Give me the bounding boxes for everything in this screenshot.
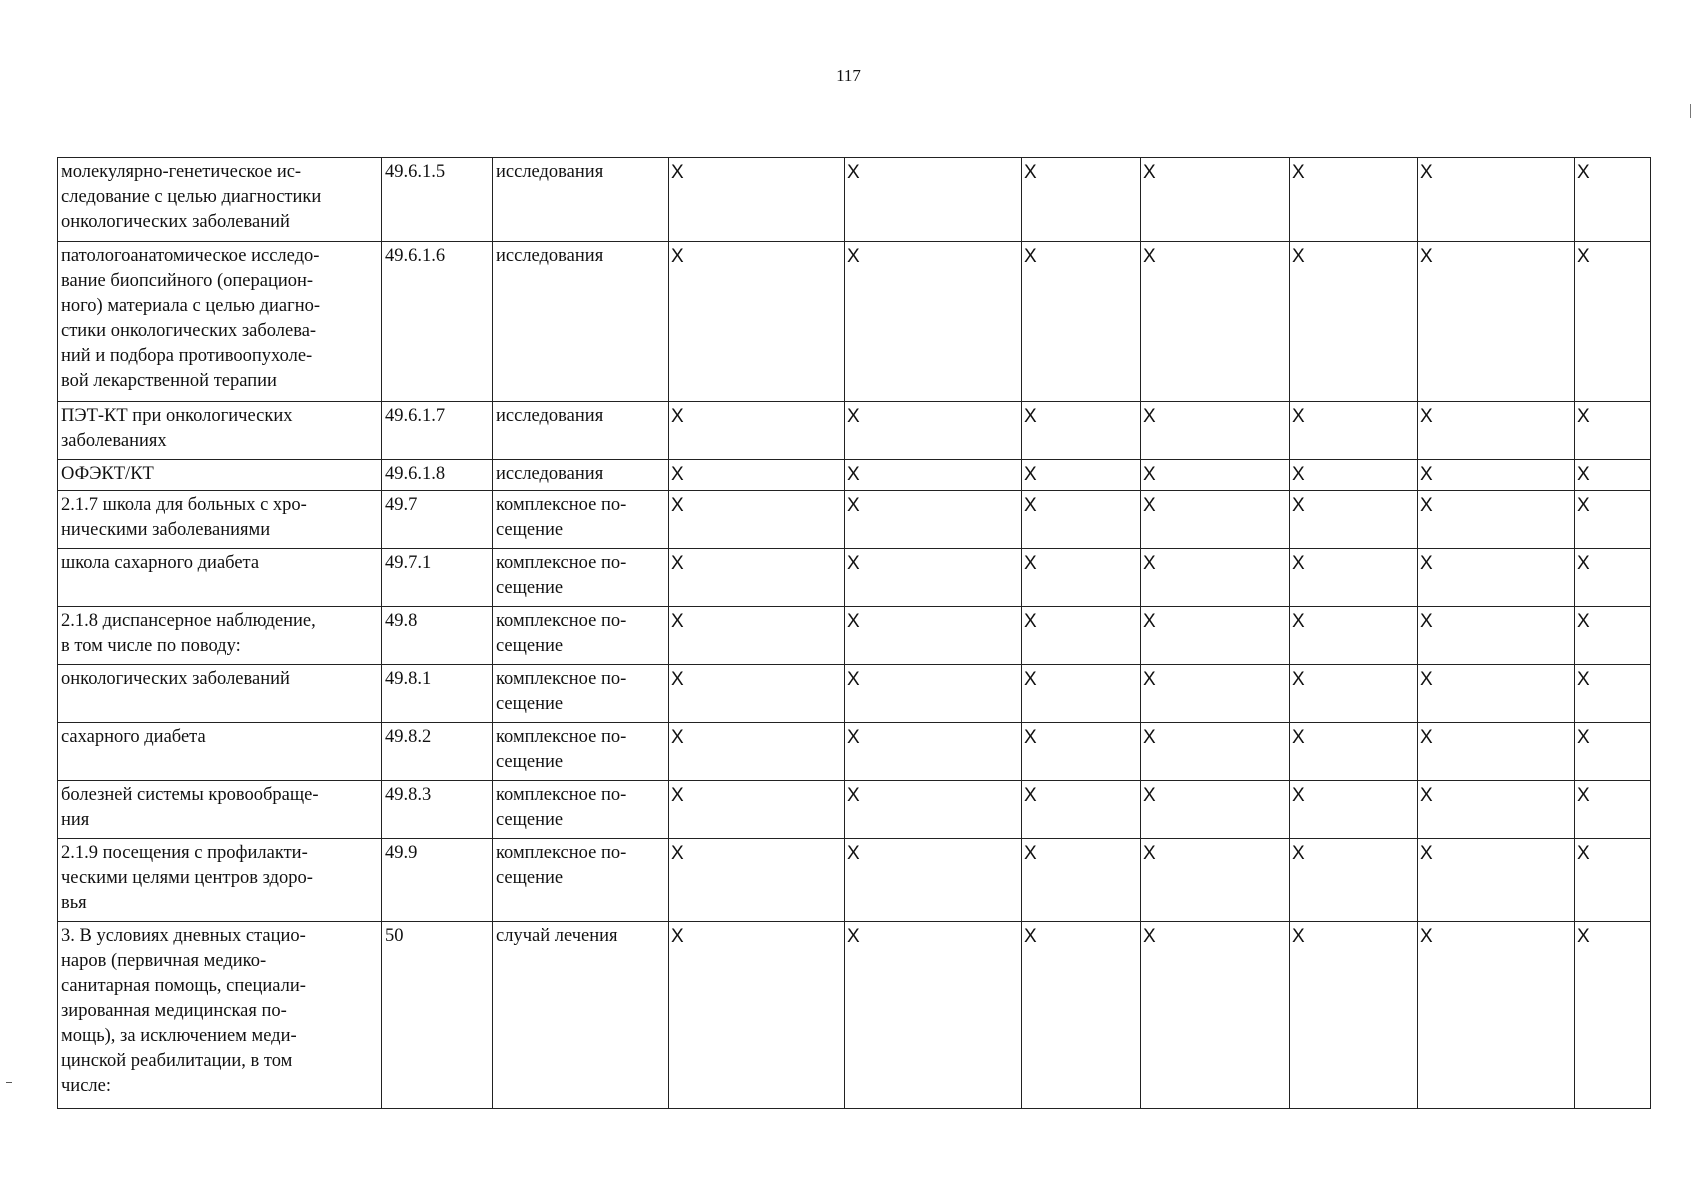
row-code-cell: 49.8 bbox=[382, 607, 493, 665]
row-mark-cell: X bbox=[669, 665, 845, 723]
row-mark-cell: X bbox=[845, 665, 1022, 723]
row-mark-cell: X bbox=[1290, 491, 1418, 549]
scan-stray-mark bbox=[6, 1082, 12, 1083]
row-mark-cell: X bbox=[1418, 922, 1575, 1109]
row-unit-cell: комплексное по- сещение bbox=[493, 491, 669, 549]
table-row bbox=[58, 460, 1651, 491]
table-row bbox=[58, 723, 1651, 781]
row-mark-cell: X bbox=[669, 839, 845, 922]
row-mark-cell: X bbox=[1290, 242, 1418, 402]
row-mark-cell: X bbox=[845, 839, 1022, 922]
row-mark-cell: X bbox=[845, 491, 1022, 549]
row-mark-cell: X bbox=[1418, 402, 1575, 460]
row-mark-cell: X bbox=[1575, 723, 1651, 781]
row-mark-cell: X bbox=[1575, 839, 1651, 922]
row-code-cell: 49.6.1.5 bbox=[382, 158, 493, 242]
table-row bbox=[58, 922, 1651, 1109]
row-mark-cell: X bbox=[1418, 158, 1575, 242]
row-mark-cell: X bbox=[1418, 781, 1575, 839]
row-mark-cell: X bbox=[845, 158, 1022, 242]
row-mark-cell: X bbox=[1575, 922, 1651, 1109]
row-mark-cell: X bbox=[669, 402, 845, 460]
row-mark-cell: X bbox=[1022, 460, 1141, 491]
row-code-cell: 50 bbox=[382, 922, 493, 1109]
table-row bbox=[58, 242, 1651, 402]
row-mark-cell: X bbox=[669, 607, 845, 665]
row-name-cell: 2.1.8 диспансерное наблюдение, в том числе по поводу: bbox=[58, 607, 382, 665]
row-code-cell: 49.7.1 bbox=[382, 549, 493, 607]
row-mark-cell: X bbox=[845, 723, 1022, 781]
row-name-cell: школа сахарного диабета bbox=[58, 549, 382, 607]
row-mark-cell: X bbox=[669, 922, 845, 1109]
row-mark-cell: X bbox=[1141, 781, 1290, 839]
row-mark-cell: X bbox=[1418, 242, 1575, 402]
row-unit-cell: исследования bbox=[493, 158, 669, 242]
row-mark-cell: X bbox=[1141, 491, 1290, 549]
indicators-table bbox=[57, 157, 1651, 1109]
row-unit-cell: комплексное по- сещение bbox=[493, 665, 669, 723]
row-mark-cell: X bbox=[845, 781, 1022, 839]
row-name-cell: 2.1.9 посещения с профилакти- ческими целями центров здоро- вья bbox=[58, 839, 382, 922]
row-mark-cell: X bbox=[845, 549, 1022, 607]
table-row bbox=[58, 665, 1651, 723]
row-mark-cell: X bbox=[1575, 549, 1651, 607]
table-body bbox=[58, 158, 1651, 1109]
row-unit-cell: случай лечения bbox=[493, 922, 669, 1109]
row-mark-cell: X bbox=[1575, 607, 1651, 665]
row-mark-cell: X bbox=[1022, 723, 1141, 781]
row-unit-cell: комплексное по- сещение bbox=[493, 781, 669, 839]
row-mark-cell: X bbox=[1575, 402, 1651, 460]
row-mark-cell: X bbox=[1022, 665, 1141, 723]
row-mark-cell: X bbox=[1290, 158, 1418, 242]
row-unit-cell: комплексное по- сещение bbox=[493, 839, 669, 922]
row-mark-cell: X bbox=[1290, 922, 1418, 1109]
row-mark-cell: X bbox=[1290, 460, 1418, 491]
scan-edge-mark bbox=[1690, 104, 1691, 118]
row-mark-cell: X bbox=[1290, 607, 1418, 665]
row-mark-cell: X bbox=[1022, 402, 1141, 460]
row-mark-cell: X bbox=[1575, 460, 1651, 491]
row-mark-cell: X bbox=[1141, 665, 1290, 723]
row-mark-cell: X bbox=[1141, 242, 1290, 402]
row-mark-cell: X bbox=[1290, 665, 1418, 723]
table-row bbox=[58, 839, 1651, 922]
row-mark-cell: X bbox=[845, 460, 1022, 491]
row-mark-cell: X bbox=[1418, 549, 1575, 607]
row-name-cell: ПЭТ-КТ при онкологических заболеваниях bbox=[58, 402, 382, 460]
table-row bbox=[58, 607, 1651, 665]
row-mark-cell: X bbox=[669, 781, 845, 839]
row-mark-cell: X bbox=[1022, 158, 1141, 242]
row-mark-cell: X bbox=[1022, 549, 1141, 607]
row-mark-cell: X bbox=[1022, 781, 1141, 839]
row-mark-cell: X bbox=[1022, 839, 1141, 922]
row-mark-cell: X bbox=[1575, 491, 1651, 549]
row-mark-cell: X bbox=[845, 242, 1022, 402]
table-row bbox=[58, 781, 1651, 839]
row-name-cell: 3. В условиях дневных стацио- наров (первичная медико- санитарная помощь, специали- зированная медицинская по- мощь), за исключением меди- цинской реабилитации, в том числе: bbox=[58, 922, 382, 1109]
row-name-cell: патологоанатомическое исследо- вание биопсийного (операцион- ного) материала с целью диагно- стики онкологических заболева- ний и подбора противоопухоле- вой лекарственной терапии bbox=[58, 242, 382, 402]
row-code-cell: 49.9 bbox=[382, 839, 493, 922]
row-code-cell: 49.6.1.6 bbox=[382, 242, 493, 402]
row-unit-cell: исследования bbox=[493, 402, 669, 460]
row-code-cell: 49.8.3 bbox=[382, 781, 493, 839]
row-unit-cell: комплексное по- сещение bbox=[493, 549, 669, 607]
row-unit-cell: комплексное по- сещение bbox=[493, 607, 669, 665]
row-mark-cell: X bbox=[1290, 781, 1418, 839]
row-mark-cell: X bbox=[1418, 607, 1575, 665]
table-row bbox=[58, 491, 1651, 549]
row-mark-cell: X bbox=[1575, 158, 1651, 242]
row-mark-cell: X bbox=[1290, 723, 1418, 781]
page-number: 117 bbox=[836, 66, 861, 85]
row-mark-cell: X bbox=[1575, 781, 1651, 839]
row-mark-cell: X bbox=[845, 402, 1022, 460]
row-mark-cell: X bbox=[669, 242, 845, 402]
row-mark-cell: X bbox=[1418, 723, 1575, 781]
row-mark-cell: X bbox=[1022, 491, 1141, 549]
row-code-cell: 49.6.1.8 bbox=[382, 460, 493, 491]
row-mark-cell: X bbox=[1141, 402, 1290, 460]
row-mark-cell: X bbox=[669, 491, 845, 549]
table-row bbox=[58, 158, 1651, 242]
row-name-cell: 2.1.7 школа для больных с хро- ническими заболеваниями bbox=[58, 491, 382, 549]
row-code-cell: 49.7 bbox=[382, 491, 493, 549]
row-name-cell: ОФЭКТ/КТ bbox=[58, 460, 382, 491]
row-unit-cell: комплексное по- сещение bbox=[493, 723, 669, 781]
row-mark-cell: X bbox=[1575, 665, 1651, 723]
row-mark-cell: X bbox=[1141, 460, 1290, 491]
row-name-cell: сахарного диабета bbox=[58, 723, 382, 781]
row-code-cell: 49.8.1 bbox=[382, 665, 493, 723]
row-mark-cell: X bbox=[1141, 723, 1290, 781]
row-mark-cell: X bbox=[1141, 922, 1290, 1109]
row-name-cell: болезней системы кровообраще- ния bbox=[58, 781, 382, 839]
row-mark-cell: X bbox=[1418, 839, 1575, 922]
table-row bbox=[58, 402, 1651, 460]
row-mark-cell: X bbox=[669, 460, 845, 491]
row-mark-cell: X bbox=[1290, 549, 1418, 607]
row-name-cell: молекулярно-генетическое ис- следование с целью диагностики онкологических заболеваний bbox=[58, 158, 382, 242]
table-row bbox=[58, 549, 1651, 607]
row-mark-cell: X bbox=[1022, 242, 1141, 402]
row-name-cell: онкологических заболеваний bbox=[58, 665, 382, 723]
row-mark-cell: X bbox=[1141, 607, 1290, 665]
row-mark-cell: X bbox=[1022, 922, 1141, 1109]
row-mark-cell: X bbox=[1418, 491, 1575, 549]
row-mark-cell: X bbox=[1418, 460, 1575, 491]
row-code-cell: 49.8.2 bbox=[382, 723, 493, 781]
row-unit-cell: исследования bbox=[493, 460, 669, 491]
row-mark-cell: X bbox=[845, 922, 1022, 1109]
row-code-cell: 49.6.1.7 bbox=[382, 402, 493, 460]
row-mark-cell: X bbox=[1022, 607, 1141, 665]
row-mark-cell: X bbox=[1290, 402, 1418, 460]
row-mark-cell: X bbox=[1141, 839, 1290, 922]
row-unit-cell: исследования bbox=[493, 242, 669, 402]
row-mark-cell: X bbox=[1290, 839, 1418, 922]
row-mark-cell: X bbox=[1141, 158, 1290, 242]
row-mark-cell: X bbox=[1141, 549, 1290, 607]
row-mark-cell: X bbox=[669, 158, 845, 242]
row-mark-cell: X bbox=[845, 607, 1022, 665]
row-mark-cell: X bbox=[1575, 242, 1651, 402]
row-mark-cell: X bbox=[669, 549, 845, 607]
row-mark-cell: X bbox=[1418, 665, 1575, 723]
row-mark-cell: X bbox=[669, 723, 845, 781]
